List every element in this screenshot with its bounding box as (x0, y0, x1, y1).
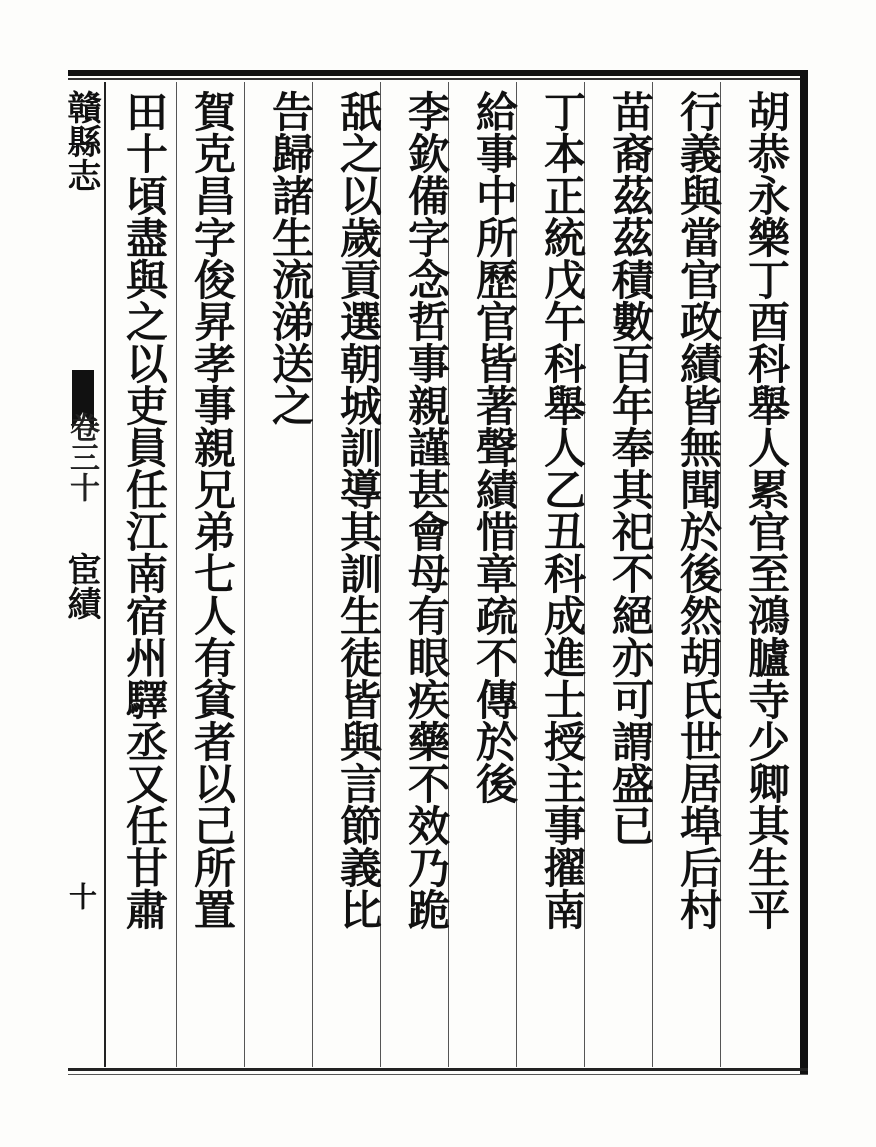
folio-number: 十 (65, 882, 98, 910)
frame-bottom-rule (68, 1068, 808, 1071)
column-text: 舐之以歲貢選朝城訓導其訓生徒皆與言節義比 (334, 90, 383, 930)
column-divider (244, 82, 245, 1067)
column-divider (176, 82, 177, 1067)
margin-divider (104, 82, 106, 1067)
frame-top-rule (68, 70, 808, 76)
column-text: 胡恭永樂丁酉科舉人累官至鴻臚寺少卿其生平 (742, 90, 791, 930)
text-column-1 (734, 90, 798, 1060)
text-column-5 (462, 90, 526, 1060)
text-column-7 (326, 90, 390, 1060)
column-text: 行義與當官政績皆無聞於後然胡氏世居埠后村 (674, 90, 723, 930)
text-column-4 (530, 90, 594, 1060)
column-text: 告歸諸生流涕送之 (266, 90, 315, 426)
text-column-2 (666, 90, 730, 1060)
column-text: 田十頃盡與之以吏員任江南宿州驛丞又任甘肅 (120, 90, 169, 930)
text-column-8 (258, 90, 322, 1060)
text-column-9 (180, 90, 244, 1060)
column-text: 給事中所歷官皆著聲績惜章疏不傳於後 (470, 90, 519, 804)
juan-number: 卷三十 (64, 412, 99, 502)
frame-top-inner-rule (68, 78, 808, 80)
column-text: 苗裔茲茲積數百年奉其祀不絕亦可謂盛已 (606, 90, 655, 846)
column-text: 丁本正統戊午科舉人乙丑科成進士授主事擢南 (538, 90, 587, 930)
section-title: 宦績 (61, 552, 101, 620)
page-margin (58, 82, 104, 1067)
column-text: 李欽備字念哲事親謹甚會母有眼疾藥不效乃跪 (402, 90, 451, 930)
column-text: 賀克昌字俊昇孝事親兄弟七人有貧者以己所置 (188, 90, 237, 930)
text-column-10 (112, 90, 176, 1060)
text-column-3 (598, 90, 662, 1060)
frame-right-rule (800, 70, 808, 1075)
text-column-6 (394, 90, 458, 1060)
book-title: 贛縣志 (61, 90, 101, 192)
frame-bottom-inner-rule (68, 1074, 808, 1075)
